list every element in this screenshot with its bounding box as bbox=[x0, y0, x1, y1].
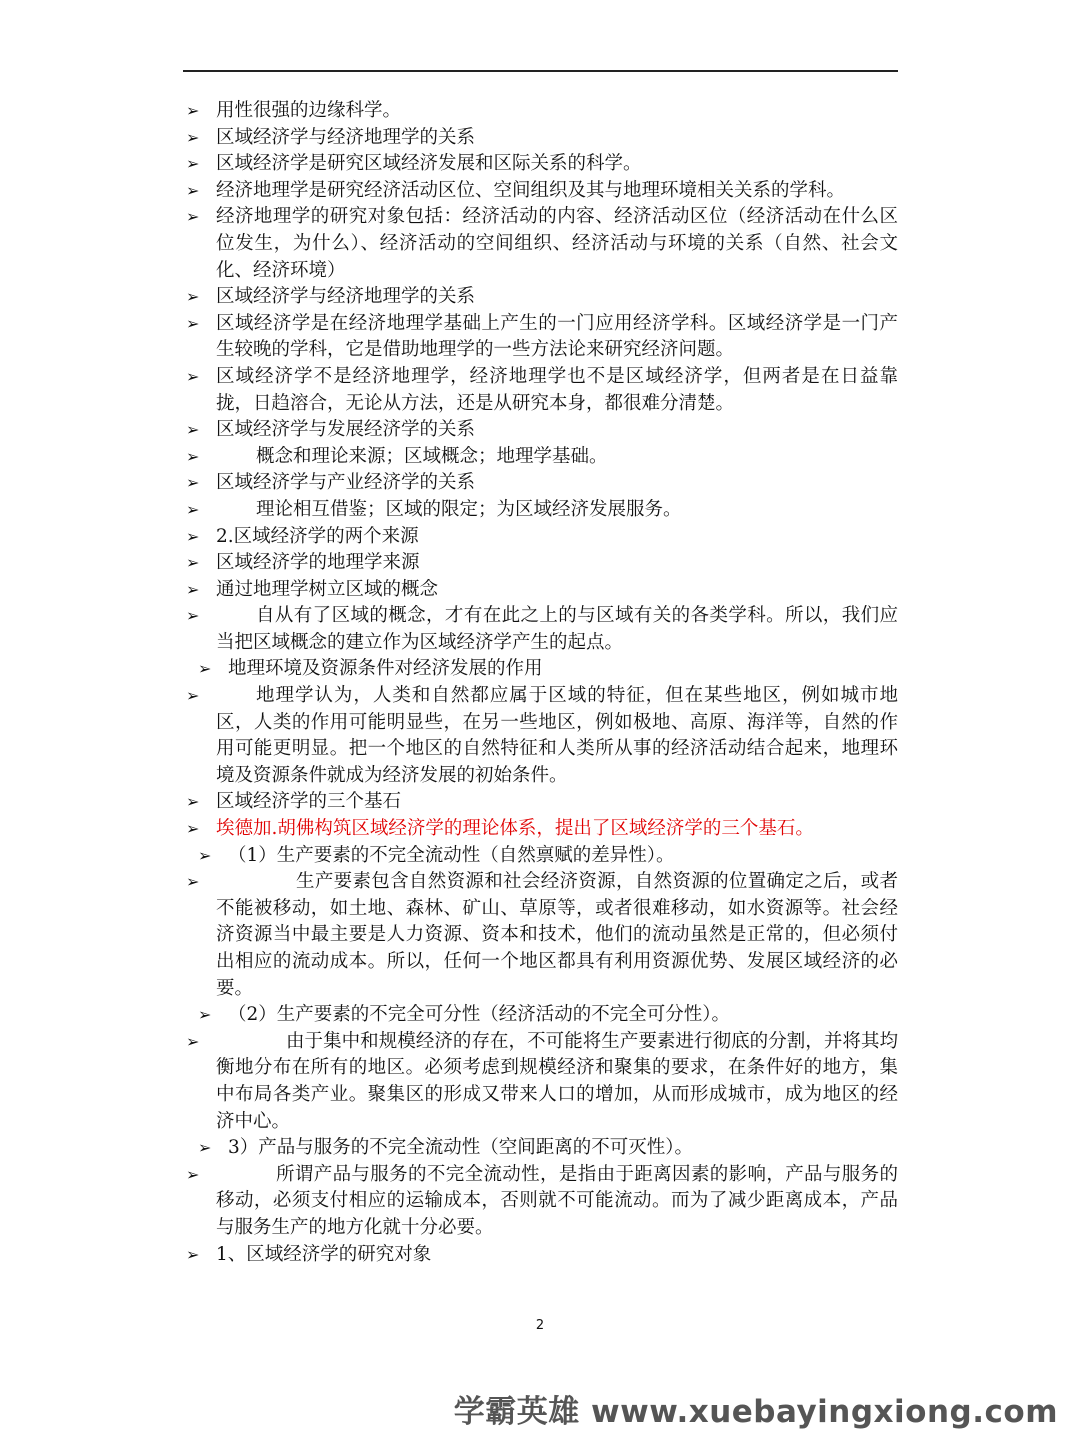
arrowhead-bullet-icon: ➢ bbox=[186, 526, 200, 546]
list-item bbox=[183, 577, 898, 604]
list-item-text: 生产要素包含自然资源和社会经济资源，自然资源的位置确定之后，或者不能被移动，如土地、森林、矿山、草原等，或者很难移动，如水资源等。社会经济资源当中最主要是人力资源、资本和技术，他们的流动虽然是正常的，但必须付出相应的流动成本。所以，任何一个地区都具有利用资源优势、发展区域经济的必要。 bbox=[216, 871, 898, 999]
list-item-text: 地理环境及资源条件对经济发展的作用 bbox=[228, 658, 543, 680]
list-item bbox=[183, 1162, 898, 1242]
list-item bbox=[195, 1135, 898, 1162]
list-item bbox=[195, 843, 898, 870]
list-item bbox=[183, 444, 898, 471]
list-item bbox=[183, 1029, 898, 1135]
arrowhead-bullet-icon: ➢ bbox=[186, 207, 200, 227]
arrowhead-bullet-icon: ➢ bbox=[186, 553, 200, 573]
arrowhead-bullet-icon: ➢ bbox=[186, 686, 200, 706]
list-item-text: 区域经济学的地理学来源 bbox=[216, 552, 420, 574]
arrowhead-bullet-icon: ➢ bbox=[186, 127, 200, 147]
arrowhead-bullet-icon: ➢ bbox=[186, 1244, 200, 1264]
arrowhead-bullet-icon: ➢ bbox=[186, 473, 200, 493]
list-item-text: 区域经济学是研究区域经济发展和区际关系的科学。 bbox=[216, 153, 642, 175]
list-item bbox=[183, 417, 898, 444]
list-item-text: （1）生产要素的不完全流动性（自然禀赋的差异性）。 bbox=[228, 844, 675, 866]
list-item-text: 区域经济学不是经济地理学，经济地理学也不是区域经济学，但两者是在日益靠拢，日趋溶合，无论从方法，还是从研究本身，都很难分清楚。 bbox=[216, 365, 898, 414]
arrowhead-bullet-icon: ➢ bbox=[198, 1138, 212, 1158]
list-item bbox=[183, 683, 898, 789]
list-item-text: 区域经济学是在经济地理学基础上产生的一门应用经济学科。区域经济学是一门产生较晚的学科，它是借助地理学的一些方法论来研究经济问题。 bbox=[216, 312, 898, 361]
list-item bbox=[183, 125, 898, 152]
list-item-text: （2）生产要素的不完全可分性（经济活动的不完全可分性）。 bbox=[228, 1004, 731, 1026]
arrowhead-bullet-icon: ➢ bbox=[186, 872, 200, 892]
arrowhead-bullet-icon: ➢ bbox=[186, 499, 200, 519]
list-item-text: 2.区域经济学的两个来源 bbox=[216, 525, 419, 547]
list-item bbox=[195, 1002, 898, 1029]
list-item bbox=[183, 869, 898, 1002]
document-body bbox=[183, 98, 898, 1268]
list-item bbox=[195, 656, 898, 683]
arrowhead-bullet-icon: ➢ bbox=[186, 154, 200, 174]
arrowhead-bullet-icon: ➢ bbox=[186, 1031, 200, 1051]
list-item-text: 通过地理学树立区域的概念 bbox=[216, 578, 439, 600]
list-item-text: 用性很强的边缘科学。 bbox=[216, 100, 402, 121]
list-item bbox=[183, 1242, 898, 1269]
arrowhead-bullet-icon: ➢ bbox=[198, 659, 212, 679]
arrowhead-bullet-icon: ➢ bbox=[186, 446, 200, 466]
watermark-text: 学霸英雄 www.xuebayingxiong.com bbox=[453, 1394, 1058, 1430]
arrowhead-bullet-icon: ➢ bbox=[186, 606, 200, 626]
arrowhead-bullet-icon: ➢ bbox=[186, 180, 200, 200]
arrowhead-bullet-icon: ➢ bbox=[186, 313, 200, 333]
header-rule bbox=[183, 70, 898, 72]
list-item bbox=[183, 98, 898, 125]
list-item bbox=[183, 178, 898, 205]
list-item-text: 所谓产品与服务的不完全流动性，是指由于距离因素的影响，产品与服务的移动，必须支付相应的运输成本，否则就不可能流动。而为了减少距离成本，产品与服务生产的地方化就十分必要。 bbox=[216, 1163, 898, 1238]
list-item bbox=[183, 816, 898, 843]
list-item bbox=[183, 284, 898, 311]
arrowhead-bullet-icon: ➢ bbox=[186, 420, 200, 440]
arrowhead-bullet-icon: ➢ bbox=[186, 579, 200, 599]
arrowhead-bullet-icon: ➢ bbox=[186, 101, 200, 120]
list-item bbox=[183, 364, 898, 417]
list-item bbox=[183, 603, 898, 656]
list-item-text: 区域经济学与经济地理学的关系 bbox=[216, 126, 476, 148]
arrowhead-bullet-icon: ➢ bbox=[186, 1164, 200, 1184]
list-item-text: 3）产品与服务的不完全流动性（空间距离的不可灭性）。 bbox=[228, 1137, 694, 1159]
list-item bbox=[183, 311, 898, 364]
list-item-text: 概念和理论来源；区域概念；地理学基础。 bbox=[256, 445, 608, 467]
list-item bbox=[183, 470, 898, 497]
arrowhead-bullet-icon: ➢ bbox=[186, 792, 200, 812]
list-item-text: 由于集中和规模经济的存在，不可能将生产要素进行彻底的分割，并将其均衡地分布在所有的地区。必须考虑到规模经济和聚集的要求，在条件好的地方，集中布局各类产业。聚集区的形成又带来人口的增加，从而形成城市，成为地区的经济中心。 bbox=[216, 1030, 898, 1132]
list-item-text: 理论相互借鉴；区域的限定；为区域经济发展服务。 bbox=[256, 498, 682, 520]
list-item-text: 区域经济学与发展经济学的关系 bbox=[216, 419, 476, 441]
list-item-text: 埃德加.胡佛构筑区域经济学的理论体系，提出了区域经济学的三个基石。 bbox=[216, 818, 814, 840]
arrowhead-bullet-icon: ➢ bbox=[198, 1005, 212, 1025]
list-item-text: 自从有了区域的概念，才有在此之上的与区域有关的各类学科。所以，我们应当把区域概念的建立作为区域经济学产生的起点。 bbox=[216, 605, 898, 653]
list-item bbox=[183, 550, 898, 577]
page-number: 2 bbox=[535, 1318, 545, 1333]
list-item bbox=[183, 204, 898, 284]
arrowhead-bullet-icon: ➢ bbox=[186, 819, 200, 839]
arrowhead-bullet-icon: ➢ bbox=[198, 845, 212, 865]
list-item bbox=[183, 151, 898, 178]
list-item-text: 地理学认为，人类和自然都应属于区域的特征，但在某些地区，例如城市地区，人类的作用可能明显些，在另一些地区，例如极地、高原、海洋等，自然的作用可能更明显。把一个地区的自然特征和人类所从事的经济活动结合起来，地理环境及资源条件就成为经济发展的初始条件。 bbox=[216, 685, 898, 786]
list-item-text: 区域经济学与经济地理学的关系 bbox=[216, 286, 476, 308]
arrowhead-bullet-icon: ➢ bbox=[186, 287, 200, 307]
list-item-text: 区域经济学与产业经济学的关系 bbox=[216, 472, 476, 494]
list-item-text: 经济地理学是研究经济活动区位、空间组织及其与地理环境相关关系的学科。 bbox=[216, 179, 846, 201]
list-item-text: 经济地理学的研究对象包括：经济活动的内容、经济活动区位（经济活动在什么区位发生，为什么）、经济活动的空间组织、经济活动与环境的关系（自然、社会文化、经济环境） bbox=[216, 206, 898, 281]
list-item-text: 区域经济学的三个基石 bbox=[216, 791, 402, 813]
list-item bbox=[183, 497, 898, 524]
list-item bbox=[183, 524, 898, 551]
arrowhead-bullet-icon: ➢ bbox=[186, 366, 200, 386]
list-item bbox=[183, 789, 898, 816]
list-item-text: 1、区域经济学的研究对象 bbox=[216, 1243, 432, 1265]
